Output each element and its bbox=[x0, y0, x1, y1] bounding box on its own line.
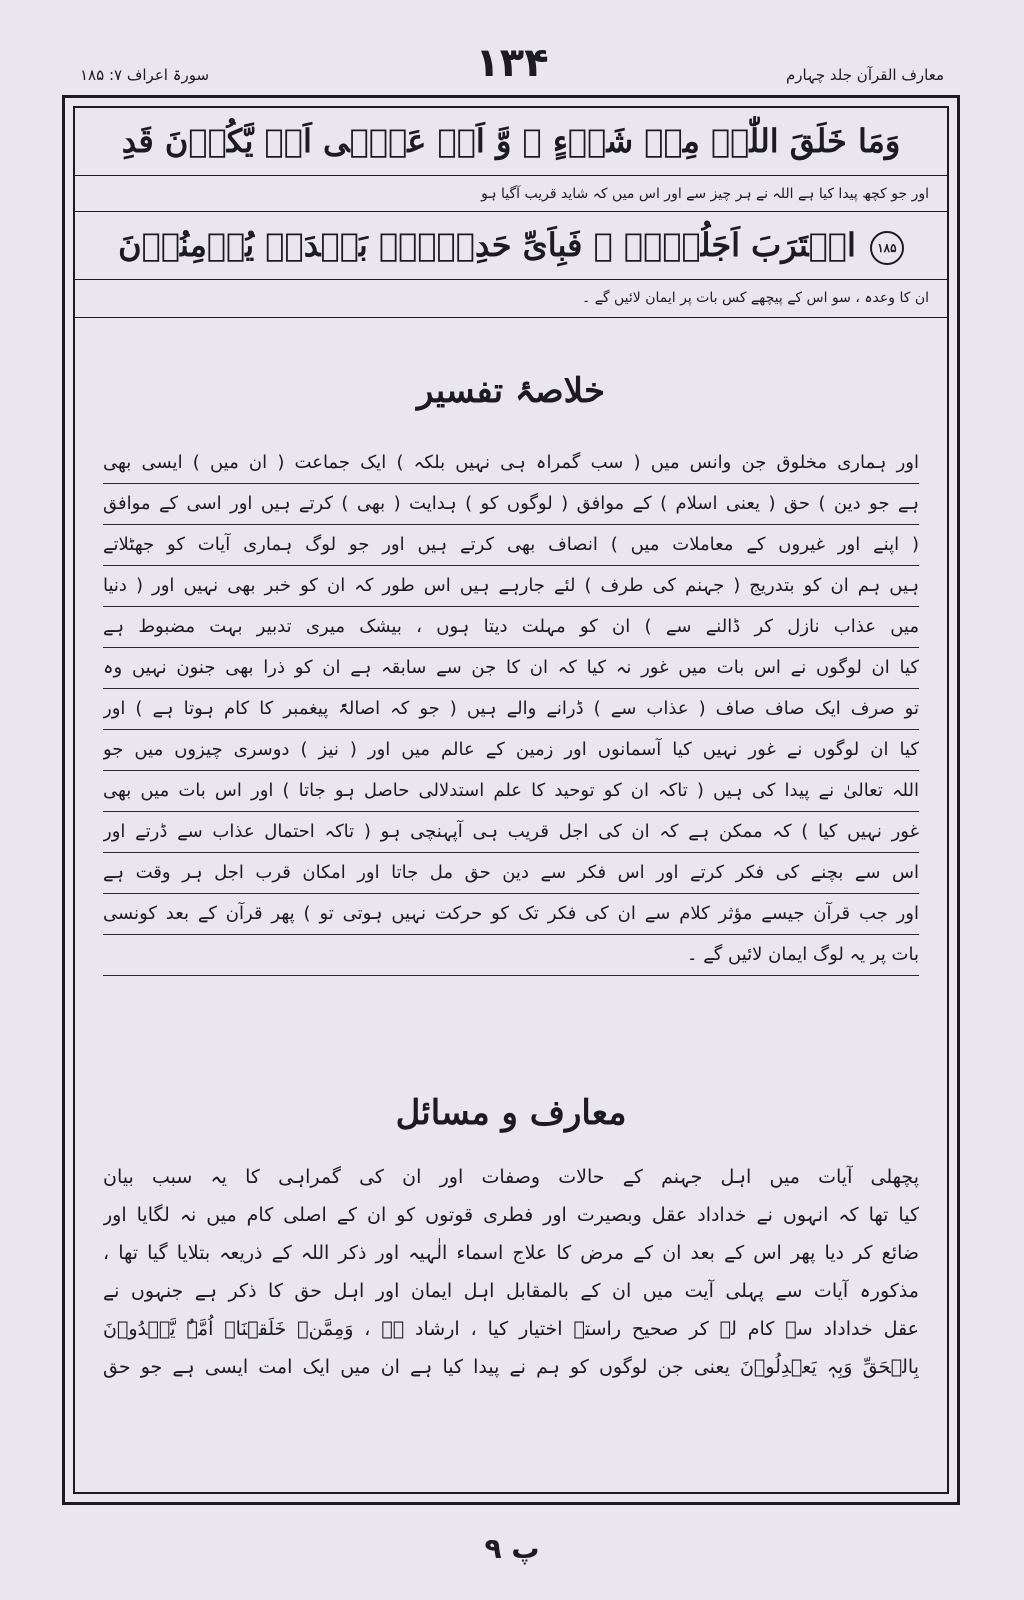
tafsir-line: اور جب قرآن جیسے مؤثر کلام سے ان کی فکر تک کو حرکت نہیں ہوتی تو ) پھر قرآن کے بعد کونسی bbox=[103, 894, 919, 935]
para-number-footer: پ ۹ bbox=[484, 1532, 540, 1565]
tafsir-line: میں عذاب نازل کر ڈالنے سے ) ان کو مہلت دیتا ہوں ، بیشک میری تدبیر بہت مضبوط ہے bbox=[103, 607, 919, 648]
masail-line: پچھلی آیات میں اہل جہنم کے حالات وصفات اور ان کی گمراہی کا یہ سبب بیان bbox=[103, 1166, 919, 1188]
page-border bbox=[62, 95, 960, 1505]
book-title-reference: معارف القرآن جلد چہارم bbox=[786, 66, 944, 84]
masail-line: عقل خداداد سے کام لے کر صحیح راستہ اختیار کیا ، ارشاد ہے ، وَمِمَّنۡ خَلَقۡنَاۤ اُمَّۃٌ یَّہۡدُوۡنَ bbox=[103, 1318, 919, 1340]
tafsir-line: کیا ان لوگوں نے اس بات میں غور نہ کیا کہ ان کا جن سے سابقہ ہے ان کو ذرا بھی جنون نہیں وہ bbox=[103, 648, 919, 689]
tafsir-line: غور نہیں کیا ) کہ ممکن ہے کہ ان کی اجل قریب ہی آپہنچی ہو ( تاکہ احتمال عذاب سے ڈرتے اور bbox=[103, 812, 919, 853]
page-header bbox=[70, 40, 954, 90]
masail-line: کیا تھا کہ انہوں نے خداداد عقل وبصیرت اور فطری قوتوں کو ان کے اصلی کام میں نہ لگایا اور bbox=[103, 1204, 919, 1226]
arabic-verse-line-1: وَمَا خَلَقَ اللّٰہُ مِنۡ شَیۡءٍ ۙ وَّ اَنۡ عَسٰۤی اَنۡ یَّکُوۡنَ قَدِ bbox=[75, 108, 947, 176]
tafsir-line: تو صرف ایک صاف صاف ( عذاب سے ) ڈرانے والے ہیں ( جو کہ اصالۃً پیغمبر کا کام ہوتا ہے ) اور bbox=[103, 689, 919, 730]
arabic-verse-text-2: اقۡتَرَبَ اَجَلُہُمۡ ۚ فَبِاَیِّ حَدِیۡثٍۭ بَعۡدَہٗ یُؤۡمِنُوۡنَ bbox=[118, 226, 856, 264]
surah-reference: سورۃ اعراف ۷: ۱۸۵ bbox=[80, 66, 210, 84]
tafsir-line: ( اپنے اور غیروں کے معاملات میں ) انصاف بھی کرتے ہیں اور جو لوگ ہماری آیات کو جھٹلاتے bbox=[103, 525, 919, 566]
tafsir-line: ہے جو دین ) حق ( یعنی اسلام ) کے موافق ( لوگوں کو ) ہدایت ( بھی ) کرتے ہیں اور اسی کے موافق bbox=[103, 484, 919, 525]
content-frame bbox=[73, 106, 949, 1494]
masail-line: مذکورہ آیات سے پہلی آیت میں ان کے بالمقابل اہل ایمان اور اہل حق کا ذکر ہے جنہوں نے bbox=[103, 1280, 919, 1302]
verse-translation-line-2: ان کا وعدہ ، سو اس کے پیچھے کس بات پر ایمان لائیں گے ۔ bbox=[75, 280, 947, 318]
tafsir-paragraph bbox=[103, 443, 919, 976]
tafsir-line: اس سے بچنے کی فکر کرتے اور اس فکر سے دین حق مل جاتا اور امکان قرب اجل ہر وقت ہے bbox=[103, 853, 919, 894]
masail-heading: معارف و مسائل bbox=[395, 1093, 627, 1133]
tafsir-heading: خلاصۂ تفسیر bbox=[417, 371, 605, 411]
page-number: ۱۳۴ bbox=[475, 40, 549, 86]
masail-paragraph bbox=[103, 1158, 919, 1386]
masail-line: ضائع کر دیا پھر اس کے بعد ان کے مرض کا علاج اسماء الٰہیہ اور ذکر اللہ کے ذریعہ بتلایا گیا تھا ، bbox=[103, 1242, 919, 1264]
tafsir-line: کیا ان لوگوں نے غور نہیں کیا آسمانوں اور زمین کے عالم میں اور ( نیز ) دوسری چیزوں میں جو bbox=[103, 730, 919, 771]
tafsir-line: اللہ تعالیٰ نے پیدا کی ہیں ( تاکہ ان کو توحید کا علم استدلالی حاصل ہو جاتا ) اور اس بات میں بھی bbox=[103, 771, 919, 812]
verse-translation-line-1: اور جو کچھ پیدا کیا ہے اللہ نے ہر چیز سے اور اس میں کہ شاید قریب آگیا ہو bbox=[75, 176, 947, 212]
masail-line: بِالۡحَقِّ وَبِہٖ یَعۡدِلُوۡنَ یعنی جن لوگوں کو ہم نے پیدا کیا ہے ان میں ایک امت ایسی ہے جو حق bbox=[103, 1356, 919, 1378]
tafsir-line: اور ہماری مخلوق جن وانس میں ( سب گمراہ ہی نہیں بلکہ ) ایک جماعت ( ان میں ) ایسی بھی bbox=[103, 443, 919, 484]
verse-number-marker: ۱۸۵ bbox=[870, 231, 904, 265]
arabic-verse-line-2 bbox=[75, 212, 947, 280]
tafsir-line: ہیں ہم ان کو بتدریج ( جہنم کی طرف ) لئے جارہے ہیں اس طور کہ ان کو خبر بھی نہیں اور ( دنیا bbox=[103, 566, 919, 607]
tafsir-line: بات پر یہ لوگ ایمان لائیں گے ۔ bbox=[103, 935, 919, 976]
